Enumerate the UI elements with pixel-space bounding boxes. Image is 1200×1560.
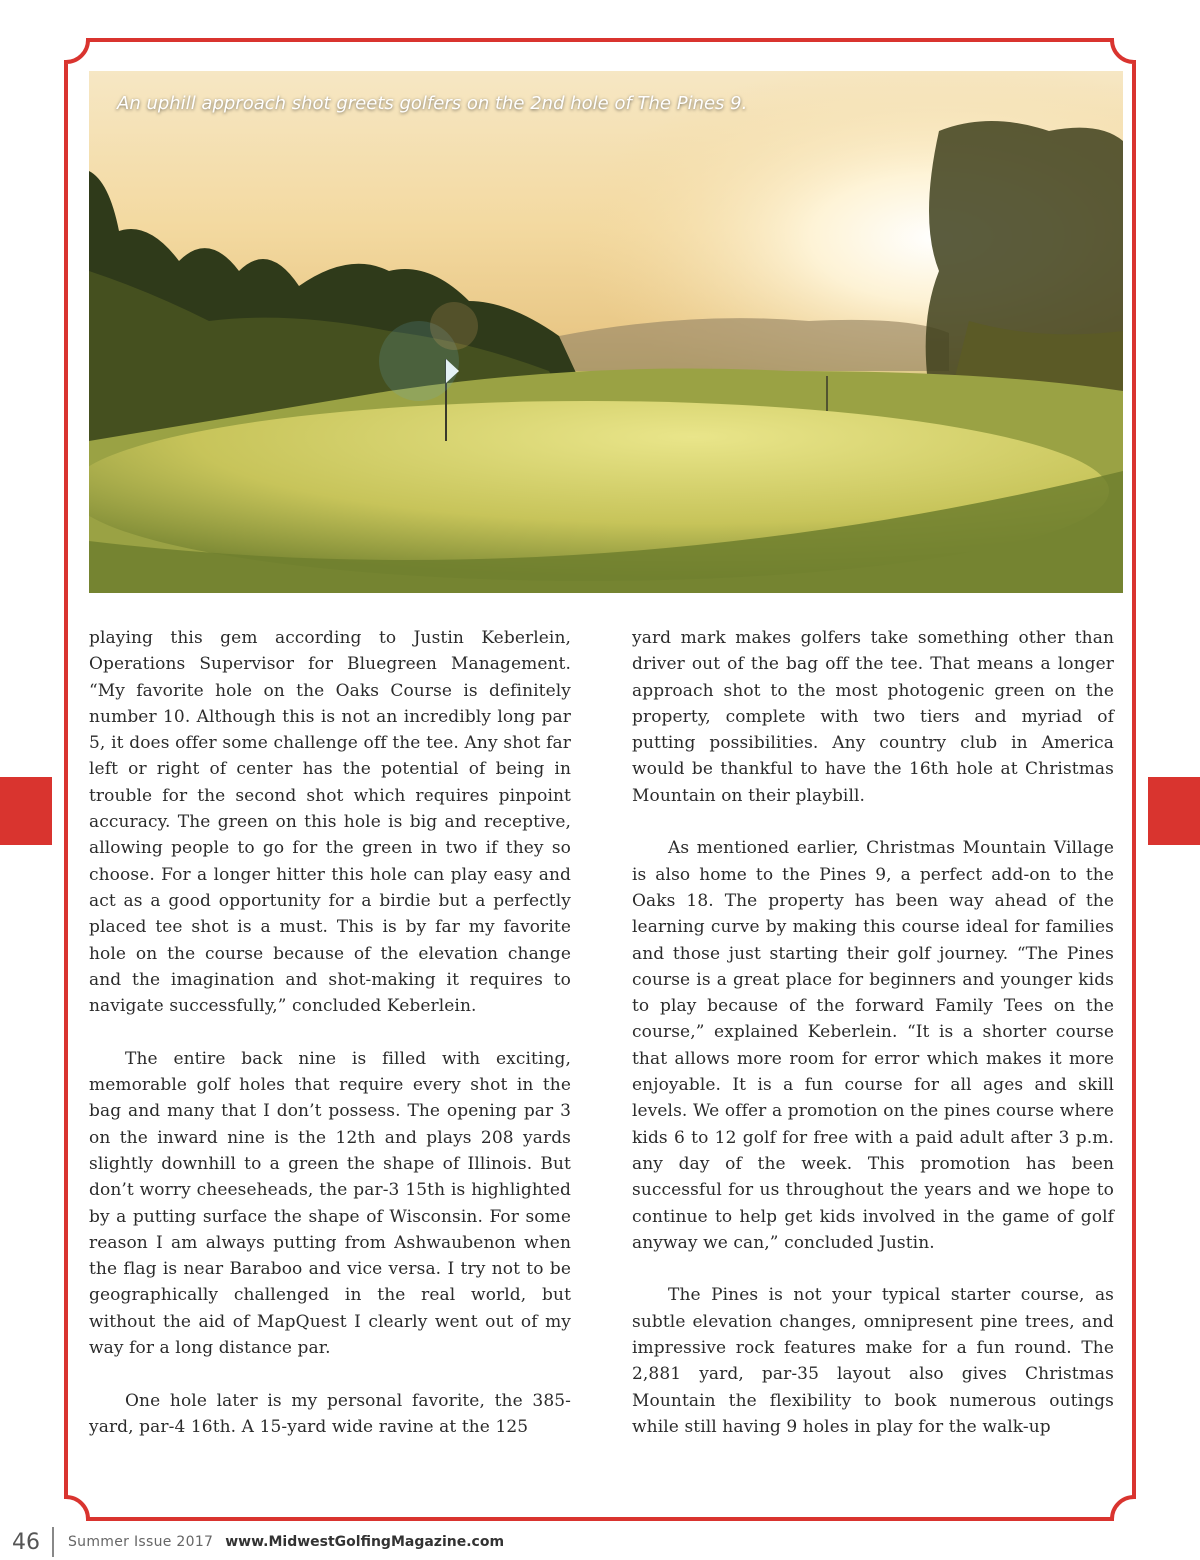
paragraph: The Pines is not your typical starter course, as subtle elevation changes, omnipresent pine trees, and impressive rock features make for a fun round. The 2,881 yard, par-35 layout also gives Christmas Mountain the flexibility to book numerous outings while still having 9 holes in play for the walk-up	[632, 1285, 1114, 1437]
photo-caption: An uphill approach shot greets golfers on the 2nd hole of The Pines 9.	[117, 93, 748, 114]
page-number: 46	[12, 1529, 40, 1555]
paragraph: One hole later is my personal favorite, the 385-yard, par-4 16th. A 15-yard wide ravine at the 125	[89, 1390, 571, 1437]
left-edge-tab	[0, 777, 52, 845]
right-edge-tab	[1148, 777, 1200, 845]
page-footer	[12, 1524, 504, 1560]
left-text-column	[89, 625, 571, 1467]
hero-photo	[89, 71, 1123, 593]
website-link[interactable]: www.MidwestGolfingMagazine.com	[225, 1534, 505, 1550]
right-text-column	[632, 625, 1114, 1467]
footer-divider	[52, 1527, 54, 1557]
issue-label: Summer Issue 2017	[68, 1534, 214, 1550]
paragraph: As mentioned earlier, Christmas Mountain Village is also home to the Pines 9, a perfect add-on to the Oaks 18. The property has been way ahead of the learning curve by making this course ideal for families and those just starting their golf journey. “The Pines course is a great place for beginners and younger kids to play because of the forward Family Tees on the course,” explained Keberlein. “It is a shorter course that allows more room for error which makes it more enjoyable. It is a fun course for all ages and skill levels. We offer a promotion on the pines course where kids 6 to 12 golf for free with a paid adult after 3 p.m. any day of the week. This promotion has been successful for us throughout the years and we hope to continue to help get kids involved in the game of golf anyway we can,” concluded Justin.	[632, 838, 1114, 1253]
paragraph: The entire back nine is filled with exciting, memorable golf holes that require every shot in the bag and many that I don’t possess. The opening par 3 on the inward nine is the 12th and plays 208 yards slightly downhill to a green the shape of Illinois. But don’t worry cheeseheads, the par-3 15th is highlighted by a putting surface the shape of Wisconsin. For some reason I am always putting from Ashwaubenon when the flag is near Baraboo and vice versa. I try not to be geographically challenged in the real world, but without the aid of MapQuest I clearly went out of my way for a long distance par.	[89, 1048, 571, 1359]
paragraph: yard mark makes golfers take something other than driver out of the bag off the tee. That means a longer approach shot to the most photogenic green on the property, complete with two tiers and myriad of putting possibilities. Any country club in America would be thankful to have the 16th hole at Christmas Mountain on their playbill.	[632, 628, 1114, 806]
paragraph: playing this gem according to Justin Keberlein, Operations Supervisor for Bluegreen Management. “My favorite hole on the Oaks Course is definitely number 10. Although this is not an incredibly long par 5, it does offer some challenge off the tee. Any shot far left or right of center has the potential of being in trouble for the second shot which requires pinpoint accuracy. The green on this hole is big and receptive, allowing people to go for the green in two if they so choose. For a longer hitter this hole can play easy and act as a good opportunity for a birdie but a perfectly placed tee shot is a must. This is by far my favorite hole on the course because of the elevation change and the imagination and shot-making it requires to navigate successfully,” concluded Keberlein.	[89, 628, 571, 1017]
